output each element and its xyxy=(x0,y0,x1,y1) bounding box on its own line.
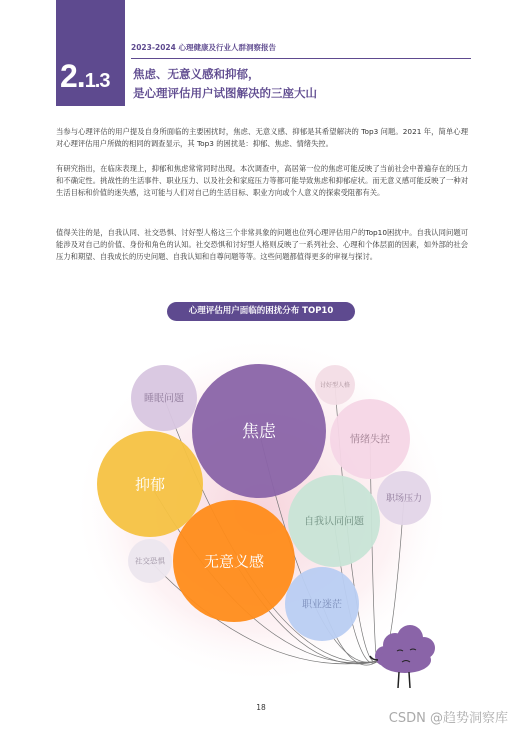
bubble-label-8: 职场压力 xyxy=(385,494,423,505)
paragraph-2: 有研究指出，在临床表现上，抑郁和焦虑常常同时出现。本次调查中，高居第一位的焦虑可能反映了当前社会中普遍存在的压力和不确定性。挑战性的生活事件、职业压力、以及社会和家庭压力等都可能导致焦虑和抑郁症状。而无意义感可能反映了一种对生活目标和价值的迷失感，这可能与人们对自己的生活目标、职业方向或个人意义的探索受阻都有关。 xyxy=(56,164,468,198)
paragraph-3: 值得关注的是，自我认同、社交恐惧、讨好型人格这三个非常具象的问题也位列心理评估用户的Top10困扰中。自我认同问题可能涉及对自己的价值、身份和角色的认知。社交恐惧和讨好型人格则反映了一系列社会、心理和个体层面的因素，如外部的社会压力和期望、自我成长的历史问题、自我认知和自尊问题等等。这些问题都值得更多的审视与探讨。 xyxy=(56,228,468,262)
bubble-label-5: 情绪失控 xyxy=(350,434,390,446)
bubble-label-10: 讨好型人格 xyxy=(319,382,351,390)
section-title-line2: 是心理评估用户试图解决的三座大山 xyxy=(133,86,317,100)
bubble-label-1: 焦虑 xyxy=(242,421,276,442)
watermark: CSDN @趋势洞察库 xyxy=(388,711,508,726)
bubble-label-9: 社交恐惧 xyxy=(135,556,165,566)
bubble-label-3: 抑郁 xyxy=(134,475,166,494)
section-number-sub: 1.3 xyxy=(84,70,110,92)
section-title-line1: 焦虑、无意义感和抑郁， xyxy=(133,67,260,81)
bubble-label-6: 职业迷茫 xyxy=(302,599,342,611)
page-number: 18 xyxy=(256,703,266,712)
chart-title: 心理评估用户面临的困扰分布 TOP10 xyxy=(167,302,355,321)
section-number-main: 2. xyxy=(60,58,85,94)
bubble-label-4: 自我认同问题 xyxy=(304,516,364,528)
bubble-label-2: 无意义感 xyxy=(203,552,265,571)
report-title: 2023-2024 心理健康及行业人群洞察报告 xyxy=(131,43,276,52)
paragraph-1: 当参与心理评估的用户提及自身所面临的主要困扰时，焦虑、无意义感、抑郁是其希望解决的 Top3 问题。2021 年，简单心理对心理评估用户所做的相同的调查显示，其 Top3 的困扰是：抑郁、焦虑、情绪失控。 xyxy=(56,127,468,149)
bubble-label-7: 睡眠问题 xyxy=(144,393,184,405)
